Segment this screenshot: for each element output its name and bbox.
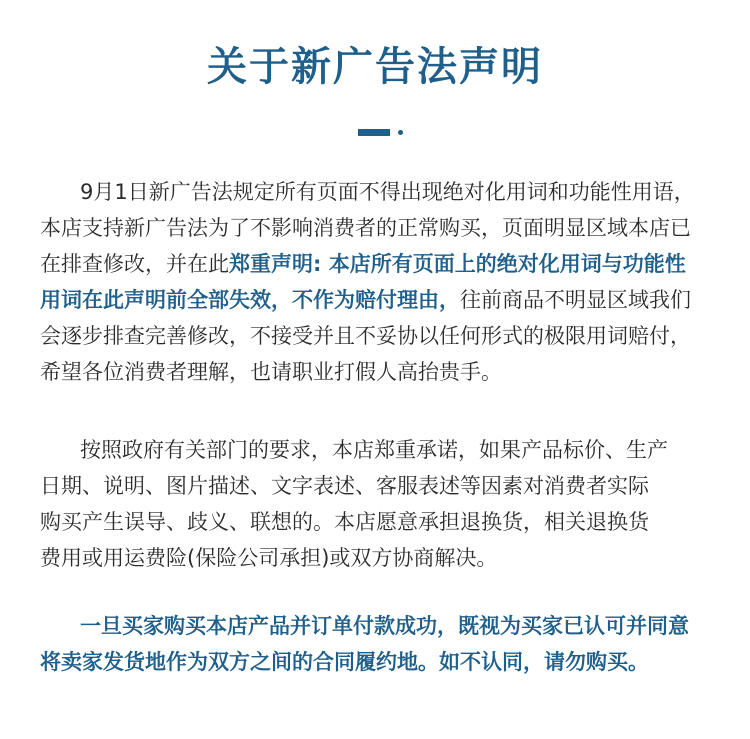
title-divider <box>358 129 406 137</box>
paragraph-text: 在排查修改，并在此 <box>40 252 229 276</box>
paragraph-text: 往前商品不明显区域我们 <box>460 288 691 312</box>
paragraph-line: 费用或用运费险(保险公司承担)或双方协商解决。 <box>40 546 498 570</box>
paragraph-line <box>40 246 716 282</box>
paragraph-line: 会逐步排查完善修改，不接受并且不妥协以任何形式的极限用词赔付， <box>40 324 691 348</box>
emphasis-text: 用词在此声明前全部失效，不作为赔付理由， <box>40 288 460 312</box>
paragraph-line: 日期、说明、图片描述、文字表述、客服表述等因素对消费者实际 <box>40 474 649 498</box>
disclaimer-paragraph <box>40 174 716 390</box>
divider-bar <box>358 129 390 136</box>
paragraph-line: 一旦买家购买本店产品并订单付款成功，既视为买家已认可并同意 <box>80 614 689 638</box>
page-title: 关于新广告法声明 <box>207 44 543 90</box>
paragraph-line: 9月1日新广告法规定所有页面不得出现绝对化用词和功能性用语， <box>80 180 695 204</box>
purchase-agreement-paragraph <box>40 608 716 680</box>
paragraph-line: 希望各位消费者理解，也请职业打假人高抬贵手。 <box>40 360 502 384</box>
commitment-paragraph <box>40 432 716 576</box>
divider-dot <box>398 130 403 135</box>
emphasis-text: 郑重声明: 本店所有页面上的绝对化用词与功能性 <box>229 252 686 276</box>
paragraph-line: 按照政府有关部门的要求，本店郑重承诺，如果产品标价、生产 <box>80 438 668 462</box>
paragraph-line: 将卖家发货地作为双方之间的合同履约地。如不认同，请勿购买。 <box>40 650 649 674</box>
paragraph-line <box>40 282 716 318</box>
paragraph-line: 购买产生误导、歧义、联想的。本店愿意承担退换货，相关退换货 <box>40 510 649 534</box>
paragraph-line: 本店支持新广告法为了不影响消费者的正常购买，页面明显区域本店已 <box>40 216 691 240</box>
